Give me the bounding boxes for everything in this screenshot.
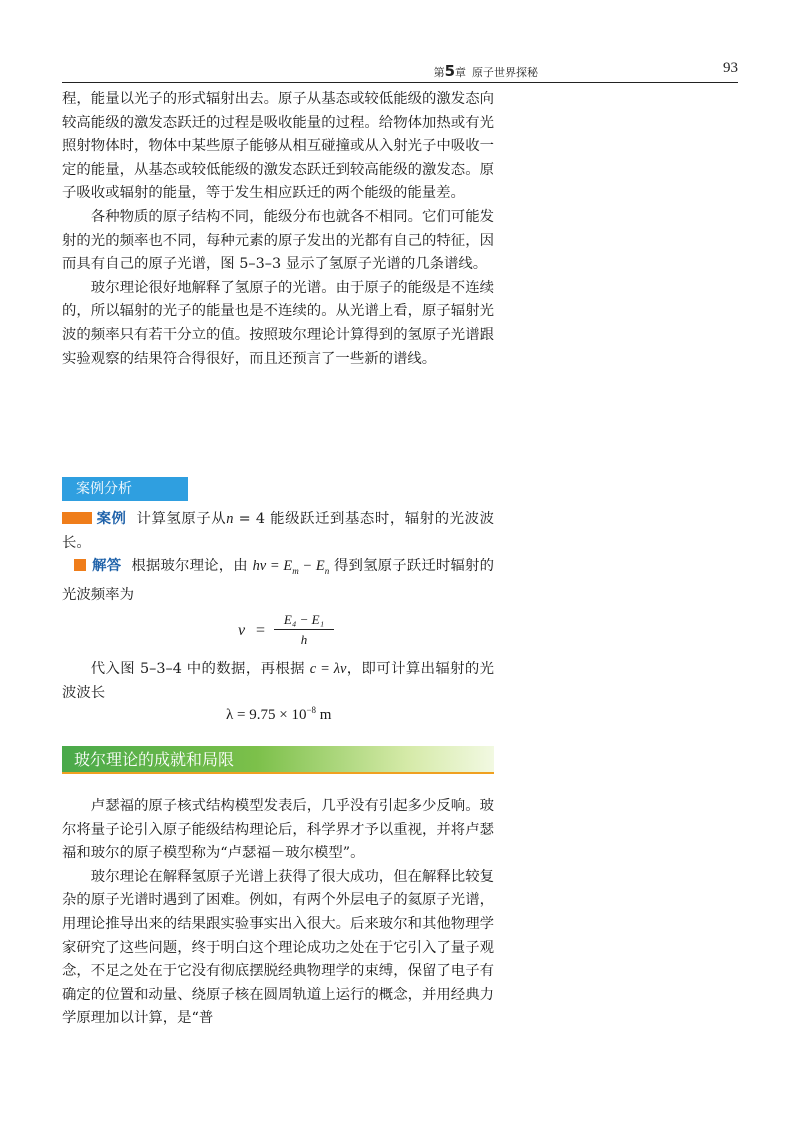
paragraph: 卢瑟福的原子核式结构模型发表后，几乎没有引起多少反响。玻尔将量子论引入原子能级结构理论后，科学界才予以重视，并将卢瑟福和玻尔的原子模型称为“卢瑟福－玻尔模型”。 <box>62 798 494 862</box>
continue-text-end: ，即可计算出辐射的光波波长 <box>62 661 494 701</box>
wavelength-result <box>226 705 331 724</box>
continue-paragraph <box>62 658 494 705</box>
section-heading: 玻尔理论的成就和局限 <box>62 746 494 774</box>
page-number: 93 <box>723 60 738 76</box>
formula-fraction <box>274 612 334 648</box>
continue-text: 代入图 5–3–4 中的数据，再根据 <box>90 661 310 677</box>
paragraph: 玻尔理论很好地解释了氢原子的光谱。由于原子的能级是不连续的，所以辐射的光子的能量也是不连续的。从光谱上看，原子辐射光波的频率只有若干分立的值。按照玻尔理论计算得到的氢原子光谱跟实验观察的结果符合得很好，而且还预言了一些新的谱线。 <box>62 279 494 367</box>
text-block-bottom <box>62 795 494 1031</box>
case-analysis-heading: 案例分析 <box>62 477 188 501</box>
paragraph: 程，能量以光子的形式辐射出去。原子从基态或较低能级的激发态向较高能级的激发态跃迁的过程是吸收能量的过程。给物体加热或有光照射物体时，物体中某些原子能够从相互碰撞或从入射光子中吸收一定的能量，从基态或较低能级的激发态跃迁到较高能级的激发态。原子吸收或辐射的能量，等于发生相应跃迁的两个能级的能量差。 <box>62 91 494 202</box>
paragraph: 玻尔理论在解释氢原子光谱上获得了很大成功，但在解释比较复杂的原子光谱时遇到了困难。例如，有两个外层电子的氦原子光谱，用理论推导出来的结果跟实验事实出入很大。后来玻尔和其他物理学家研究了这些问题，终于明白这个理论成功之处在于它引入了量子观念，不足之处在于它没有彻底摆脱经典物理学的束缚，保留了电子有确定的位置和动量、绕原子核在圆周轨道上运行的概念，并用经典力学原理加以计算，是“普 <box>62 868 494 1027</box>
chapter-suffix: 章 <box>455 66 466 79</box>
subscript-n: n <box>324 566 330 577</box>
chapter-label <box>434 62 538 80</box>
answer-label: 解答 <box>92 558 122 575</box>
answer-paragraph <box>62 555 494 607</box>
running-head <box>62 58 738 83</box>
answer-text-end: 得到氢原子跃迁时辐射的光波频率为 <box>62 558 494 603</box>
case-example-block <box>62 508 494 607</box>
formula-lhs: ν <box>238 622 246 639</box>
formula-numerator: E₄ − E₁ <box>274 612 334 630</box>
subscript-m: m <box>292 566 299 577</box>
example-text: 计算氢原子从 <box>136 511 227 527</box>
case-continue-block <box>62 658 494 705</box>
example-text-end: = 4 能级跃迁到基态时，辐射的光波波长。 <box>62 511 494 551</box>
chapter-number: 5 <box>444 62 455 80</box>
math-n: n <box>226 511 234 527</box>
example-label: 案例 <box>96 511 127 527</box>
result-exponent: −8 <box>306 705 317 715</box>
orange-marker-icon <box>62 512 92 524</box>
text-block-top <box>62 88 494 371</box>
orange-square-icon <box>74 559 86 571</box>
formula-equals: = <box>256 622 266 639</box>
result-value: λ = 9.75 × 10 <box>226 707 307 723</box>
formula-denominator: h <box>300 632 308 647</box>
answer-formula <box>252 558 330 577</box>
result-unit: m <box>316 707 332 723</box>
paragraph: 各种物质的原子结构不同，能级分布也就各不相同。它们可能发射的光的频率也不同，每种元素的原子发出的光都有自己的特征，因而具有自己的原子光谱，图 5–3–3 显示了氢原子光谱的几条谱线。 <box>62 208 494 273</box>
continue-formula: c = λν <box>309 661 347 677</box>
formula-part: − E <box>298 558 325 575</box>
chapter-prefix: 第 <box>433 66 445 79</box>
chapter-title: 原子世界探秘 <box>472 66 538 79</box>
example-paragraph <box>62 508 494 555</box>
formula-part: hν = E <box>252 558 293 575</box>
answer-text: 根据玻尔理论，由 <box>131 558 253 575</box>
